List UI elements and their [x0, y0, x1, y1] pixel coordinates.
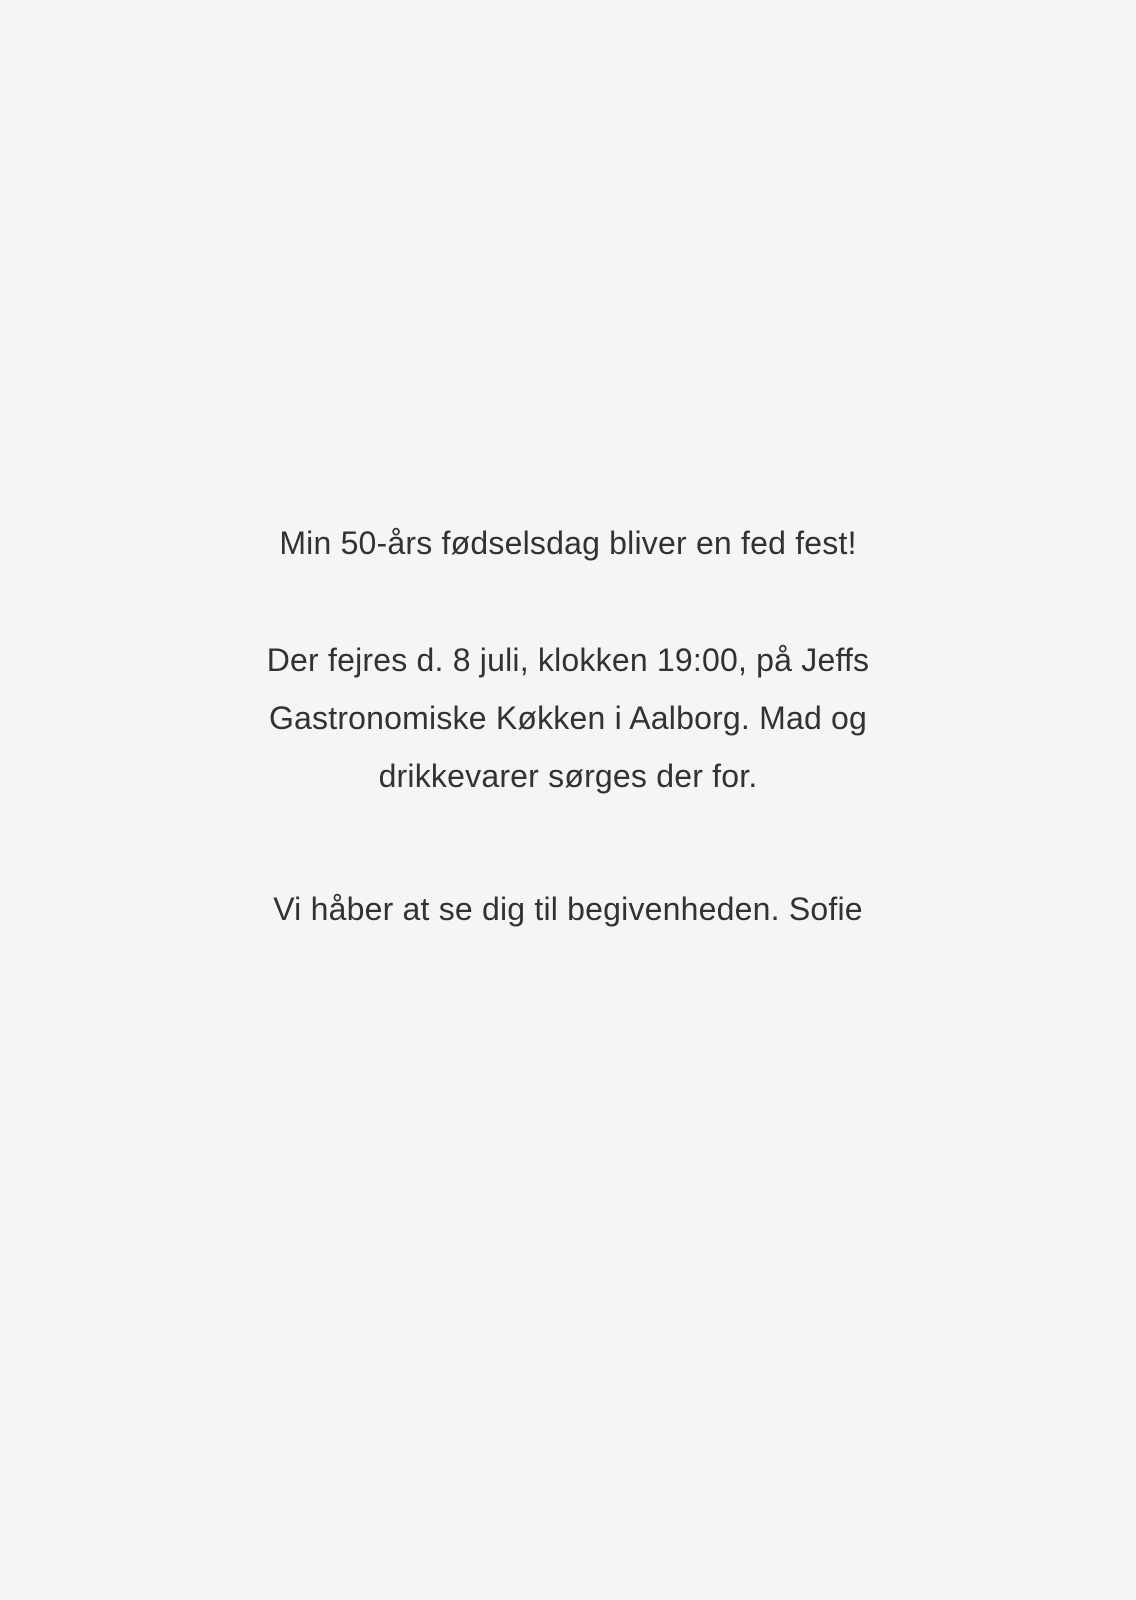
invitation-headline: Min 50-års fødselsdag bliver en fed fest! — [279, 525, 857, 561]
invitation-content — [211, 514, 925, 938]
invitation-details: Der fejres d. 8 juli, klokken 19:00, på Jeffs Gastronomiske Køkken i Aalborg. Mad og drikkevarer sørges der for. — [266, 642, 870, 794]
invitation-closing: Vi håber at se dig til begivenheden. Sofie — [273, 891, 863, 927]
